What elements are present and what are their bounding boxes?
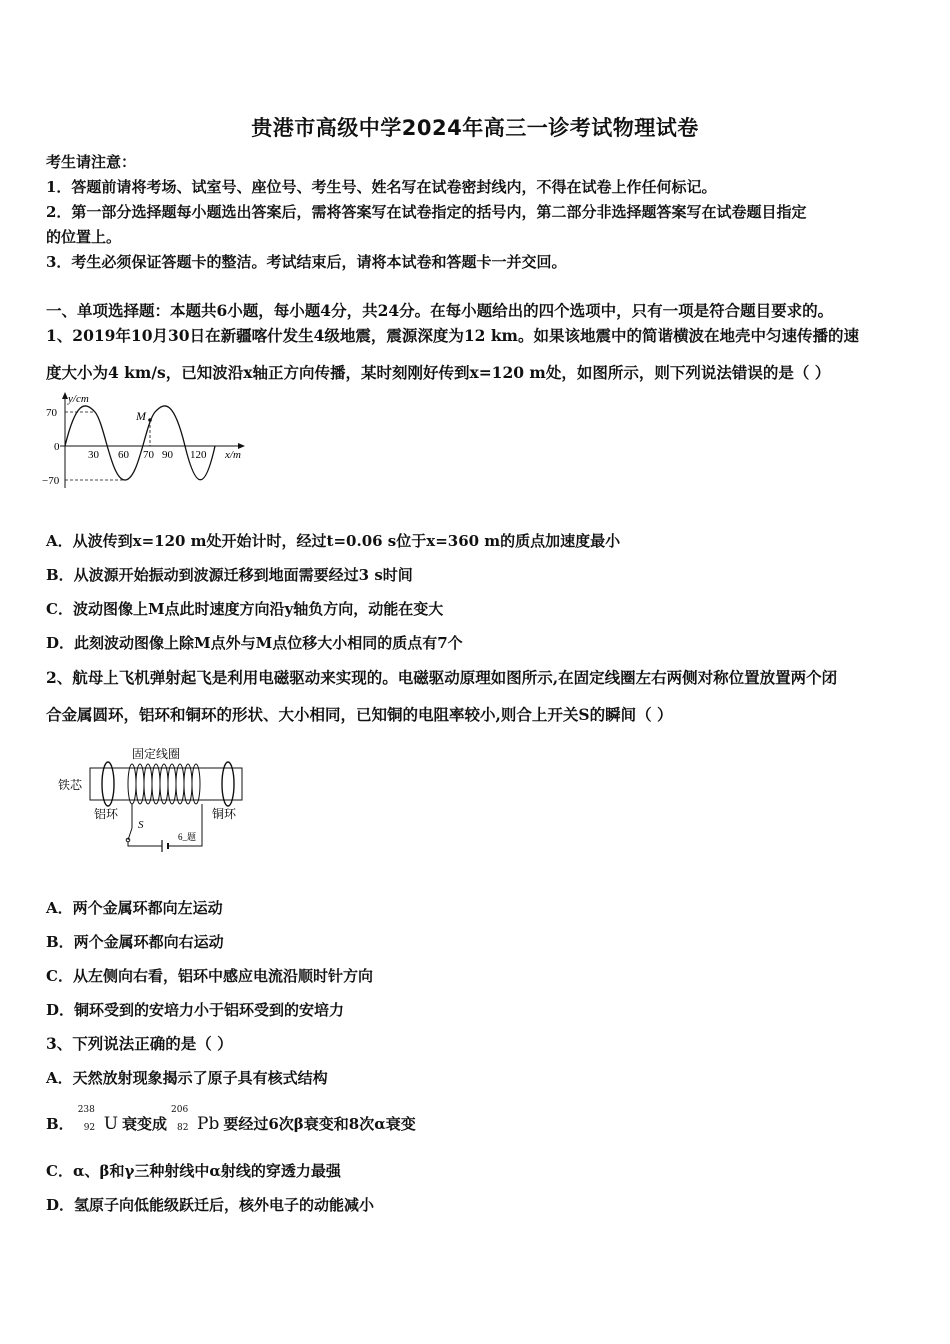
- lead-mass-number: 206: [171, 1105, 189, 1115]
- notice-item-2: 2．第一部分选择题每小题选出答案后，需将答案写在试卷指定的括号内，第二部分非选择题答案写在试卷题目指定: [46, 203, 807, 221]
- q1-option-c: C．波动图像上M点此时速度方向沿y轴负方向，动能在变大: [46, 600, 444, 618]
- notice-item-2-cont: 的位置上。: [46, 228, 122, 246]
- q3-option-b-mid: 衰变成: [122, 1115, 168, 1133]
- q1-option-a: A．从波传到x=120 m处开始计时，经过t=0.06 s位于x=360 m的质点加速度最小: [46, 532, 621, 550]
- point-m: [148, 418, 152, 422]
- y-tick-70: 70: [46, 407, 57, 419]
- copper-ring-label: 铜环: [212, 807, 237, 821]
- uranium-nuclide: [77, 1105, 119, 1134]
- x-axis-label: x/m: [225, 449, 241, 461]
- copper-ring: [222, 762, 234, 806]
- x-tick-30: 30: [88, 449, 99, 461]
- lead-charge-number: 82: [177, 1123, 189, 1133]
- x-tick-120: 120: [190, 449, 207, 461]
- iron-core-label: 铁芯: [58, 778, 83, 792]
- q1-stem-line1: 1、2019年10月30日在新疆喀什发生4级地震，震源深度为12 km。如果该地震中的简谐横波在地壳中匀速传播的速: [46, 326, 859, 345]
- q3-stem: 3、下列说法正确的是（ ）: [46, 1034, 233, 1053]
- q3-option-b-suffix: 要经过6次β衰变和8次α衰变: [223, 1115, 416, 1133]
- y-tick-neg70: −70: [42, 475, 60, 487]
- q2-option-d: D．铜环受到的安培力小于铝环受到的安培力: [46, 1001, 345, 1019]
- q2-option-a: A．两个金属环都向左运动: [46, 899, 223, 917]
- uranium-symbol: U: [103, 1114, 119, 1134]
- q3-option-c: C．α、β和γ三种射线中α射线的穿透力最强: [46, 1162, 341, 1180]
- coil-windings: [128, 764, 200, 804]
- aluminum-ring-label: 铝环: [94, 807, 119, 821]
- section-heading: 一、单项选择题：本题共6小题，每小题4分，共24分。在每小题给出的四个选项中，只有一项是符合题目要求的。: [46, 301, 834, 320]
- lead-nuclide: [171, 1105, 220, 1134]
- q3-option-b-prefix: B．: [46, 1115, 74, 1133]
- q1-option-b: B．从波源开始振动到波源迁移到地面需要经过3 s时间: [46, 566, 413, 584]
- q1-stem-line2: 度大小为4 km/s，已知波沿x轴正方向传播，某时刻刚好传到x=120 m处，如图所示，则下列说法错误的是（ ）: [46, 363, 831, 382]
- q3-option-b: [46, 1105, 416, 1134]
- q3-option-a: A．天然放射现象揭示了原子具有核式结构: [46, 1069, 328, 1087]
- q1-wave-figure: [40, 390, 255, 495]
- notice-item-3: 3．考生必须保证答题卡的整洁。考试结束后，请将本试卷和答题卡一并交回。: [46, 253, 567, 271]
- switch-label: S: [138, 819, 144, 831]
- lead-symbol: Pb: [197, 1114, 220, 1134]
- q2-option-c: C．从左侧向右看，铝环中感应电流沿顺时针方向: [46, 967, 373, 985]
- uranium-mass-number: 238: [77, 1105, 95, 1115]
- q2-stem-line1: 2、航母上飞机弹射起飞是利用电磁驱动来实现的。电磁驱动原理如图所示,在固定线圈左右两侧对称位置放置两个闭: [46, 668, 838, 687]
- notice-heading: 考生请注意：: [46, 153, 137, 171]
- aluminum-ring: [102, 762, 114, 806]
- point-m-label: M: [136, 409, 146, 423]
- y-axis-label: y/cm: [68, 393, 89, 405]
- y-tick-0: 0: [54, 441, 60, 453]
- wire-bottom-left: [128, 842, 162, 846]
- q3-option-d: D．氢原子向低能级跃迁后，核外电子的动能减小: [46, 1196, 375, 1214]
- coil-label: 固定线圈: [132, 747, 181, 761]
- q2-coil-figure: [52, 742, 252, 857]
- exam-title: 贵港市高级中学2024年高三一诊考试物理试卷: [251, 116, 699, 140]
- uranium-charge-number: 92: [83, 1123, 96, 1133]
- x-tick-60: 60: [118, 449, 129, 461]
- q2-option-b: B．两个金属环都向右运动: [46, 933, 224, 951]
- x-tick-70: 70: [143, 449, 154, 461]
- battery-label: 6_题: [178, 832, 197, 842]
- notice-item-1: 1．答题前请将考场、试室号、座位号、考生号、姓名写在试卷密封线内，不得在试卷上作任何标记。: [46, 178, 717, 196]
- q1-option-d: D．此刻波动图像上除M点外与M点位移大小相同的质点有7个: [46, 634, 463, 652]
- q2-stem-line2: 合金属圆环，铝环和铜环的形状、大小相同，已知铜的电阻率较小,则合上开关S的瞬间（ ）: [46, 705, 673, 724]
- x-tick-90: 90: [162, 449, 173, 461]
